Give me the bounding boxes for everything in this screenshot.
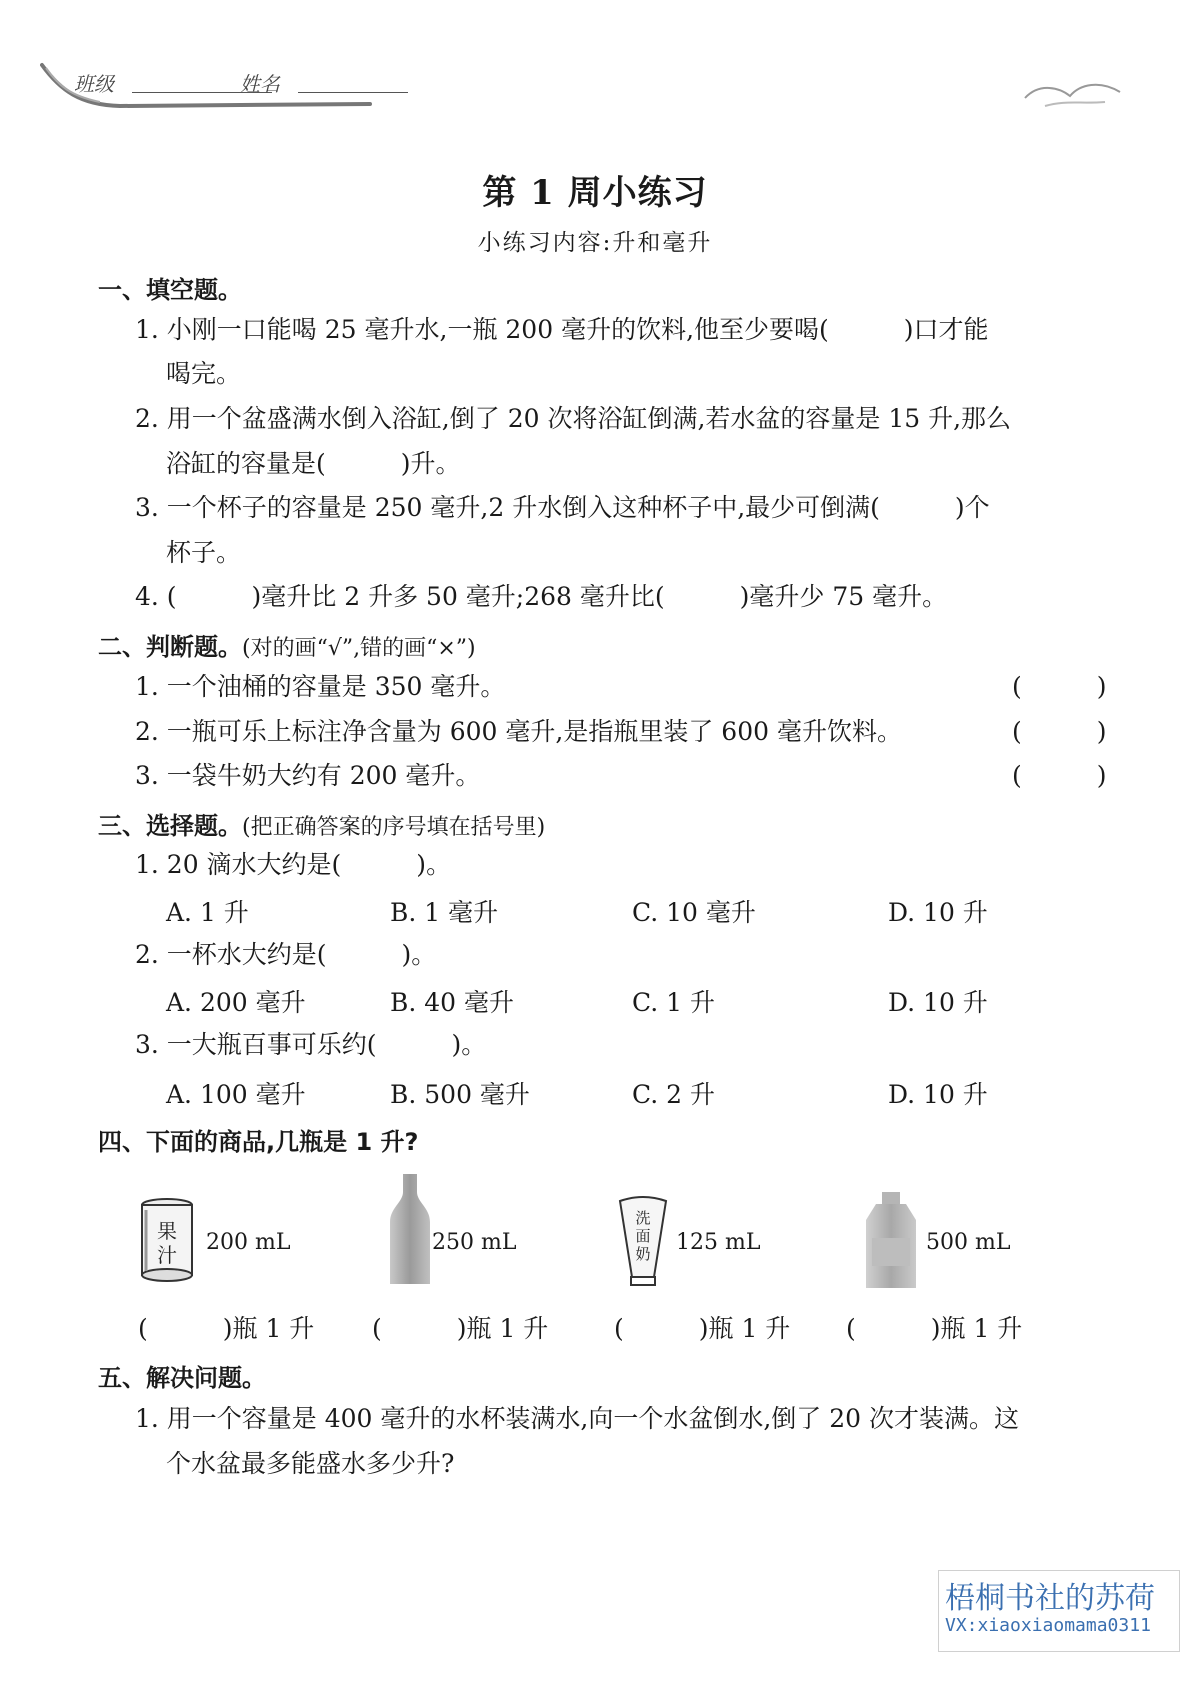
s1-q3-line2: 杯子。 <box>166 538 242 567</box>
s3-q3-option-d[interactable]: D. 10 升 <box>888 1080 988 1109</box>
section-2-note: (对的画“√”,错的画“×”) <box>242 636 476 661</box>
product-3-volume: 125 mL <box>676 1230 761 1255</box>
product-3-blank[interactable]: ( )瓶 1 升 <box>614 1314 791 1343</box>
watermark-box <box>938 1570 1180 1652</box>
section-2-heading <box>98 627 476 662</box>
s3-q3-option-a[interactable]: A. 100 毫升 <box>166 1080 306 1109</box>
tube-text-2: 面 <box>635 1227 651 1245</box>
s2-answer-3[interactable]: ( ) <box>1012 761 1107 790</box>
large-bottle-icon <box>862 1190 920 1290</box>
product-2-blank[interactable]: ( )瓶 1 升 <box>372 1314 549 1343</box>
s1-q4: 4. ( )毫升比 2 升多 50 毫升;268 毫升比( )毫升少 75 毫升。 <box>135 582 948 611</box>
s3-q2-option-d[interactable]: D. 10 升 <box>888 988 988 1017</box>
bottle-icon <box>388 1172 432 1287</box>
s3-q2-stem: 2. 一杯水大约是( )。 <box>135 940 437 969</box>
s3-q1-option-d[interactable]: D. 10 升 <box>888 898 988 927</box>
page-title: 第 1 周小练习 <box>482 173 708 213</box>
product-1-blank[interactable]: ( )瓶 1 升 <box>138 1314 315 1343</box>
header-band <box>40 60 420 120</box>
product-1-volume: 200 mL <box>206 1230 291 1255</box>
s3-q3-stem: 3. 一大瓶百事可乐约( )。 <box>135 1030 487 1059</box>
section-3-note: (把正确答案的序号填在括号里) <box>242 815 546 840</box>
s2-item-3: 3. 一袋牛奶大约有 200 毫升。 <box>135 761 481 790</box>
s1-q2-line1: 2. 用一个盆盛满水倒入浴缸,倒了 20 次将浴缸倒满,若水盆的容量是 15 升,那么 <box>135 404 1012 433</box>
s2-item-2: 2. 一瓶可乐上标注净含量为 600 毫升,是指瓶里装了 600 毫升饮料。 <box>135 717 902 746</box>
s1-q3-line1: 3. 一个杯子的容量是 250 毫升,2 升水倒入这种杯子中,最少可倒满( )个 <box>135 493 990 522</box>
can-text-2: 汁 <box>157 1243 177 1267</box>
s3-q1-stem: 1. 20 滴水大约是( )。 <box>135 850 452 879</box>
watermark-line-1: 梧桐书社的苏荷 <box>945 1581 1155 1616</box>
s2-answer-2[interactable]: ( ) <box>1012 717 1107 746</box>
tube-text-3: 奶 <box>635 1245 651 1263</box>
s3-q3-option-c[interactable]: C. 2 升 <box>632 1080 715 1109</box>
section-2-title: 二、判断题。 <box>98 633 242 661</box>
s1-q2-line2: 浴缸的容量是( )升。 <box>166 449 461 478</box>
s3-q1-option-b[interactable]: B. 1 毫升 <box>390 898 499 927</box>
s5-q1-line1: 1. 用一个容量是 400 毫升的水杯装满水,向一个水盆倒水,倒了 20 次才装满。这 <box>135 1404 1020 1433</box>
watermark-line-2: VX:xiaoxiaomama0311 <box>945 1615 1151 1636</box>
s1-q1-line2: 喝完。 <box>166 359 242 388</box>
s3-q2-option-a[interactable]: A. 200 毫升 <box>166 988 306 1017</box>
s5-q1-line2: 个水盆最多能盛水多少升? <box>166 1449 455 1478</box>
s3-q3-option-b[interactable]: B. 500 毫升 <box>390 1080 530 1109</box>
product-4-volume: 500 mL <box>926 1230 1011 1255</box>
can-text-1: 果 <box>157 1219 177 1243</box>
page-subtitle: 小练习内容:升和毫升 <box>477 230 713 256</box>
s3-q1-option-c[interactable]: C. 10 毫升 <box>632 898 756 927</box>
facial-cleanser-tube-icon <box>616 1195 670 1290</box>
product-2-volume: 250 mL <box>432 1230 517 1255</box>
section-4-heading: 四、下面的商品,几瓶是 1 升? <box>98 1128 419 1156</box>
class-label: 班级 <box>74 72 114 96</box>
product-4-blank[interactable]: ( )瓶 1 升 <box>846 1314 1023 1343</box>
tube-text-1: 洗 <box>635 1209 651 1227</box>
section-1-heading: 一、填空题。 <box>98 276 242 304</box>
s2-item-1: 1. 一个油桶的容量是 350 毫升。 <box>135 672 506 701</box>
juice-can-icon <box>138 1196 196 1286</box>
s2-answer-1[interactable]: ( ) <box>1012 672 1107 701</box>
s1-q1-line1: 1. 小刚一口能喝 25 毫升水,一瓶 200 毫升的饮料,他至少要喝( )口才能 <box>135 315 989 344</box>
section-5-heading: 五、解决问题。 <box>98 1364 266 1392</box>
s3-q2-option-c[interactable]: C. 1 升 <box>632 988 715 1017</box>
section-3-title: 三、选择题。 <box>98 812 242 840</box>
s3-q2-option-b[interactable]: B. 40 毫升 <box>390 988 515 1017</box>
section-3-heading <box>98 806 545 841</box>
name-label: 姓名 <box>240 72 280 96</box>
name-blank[interactable] <box>298 92 408 93</box>
cloud-decoration-icon <box>1020 70 1130 115</box>
s3-q1-option-a[interactable]: A. 1 升 <box>166 898 249 927</box>
